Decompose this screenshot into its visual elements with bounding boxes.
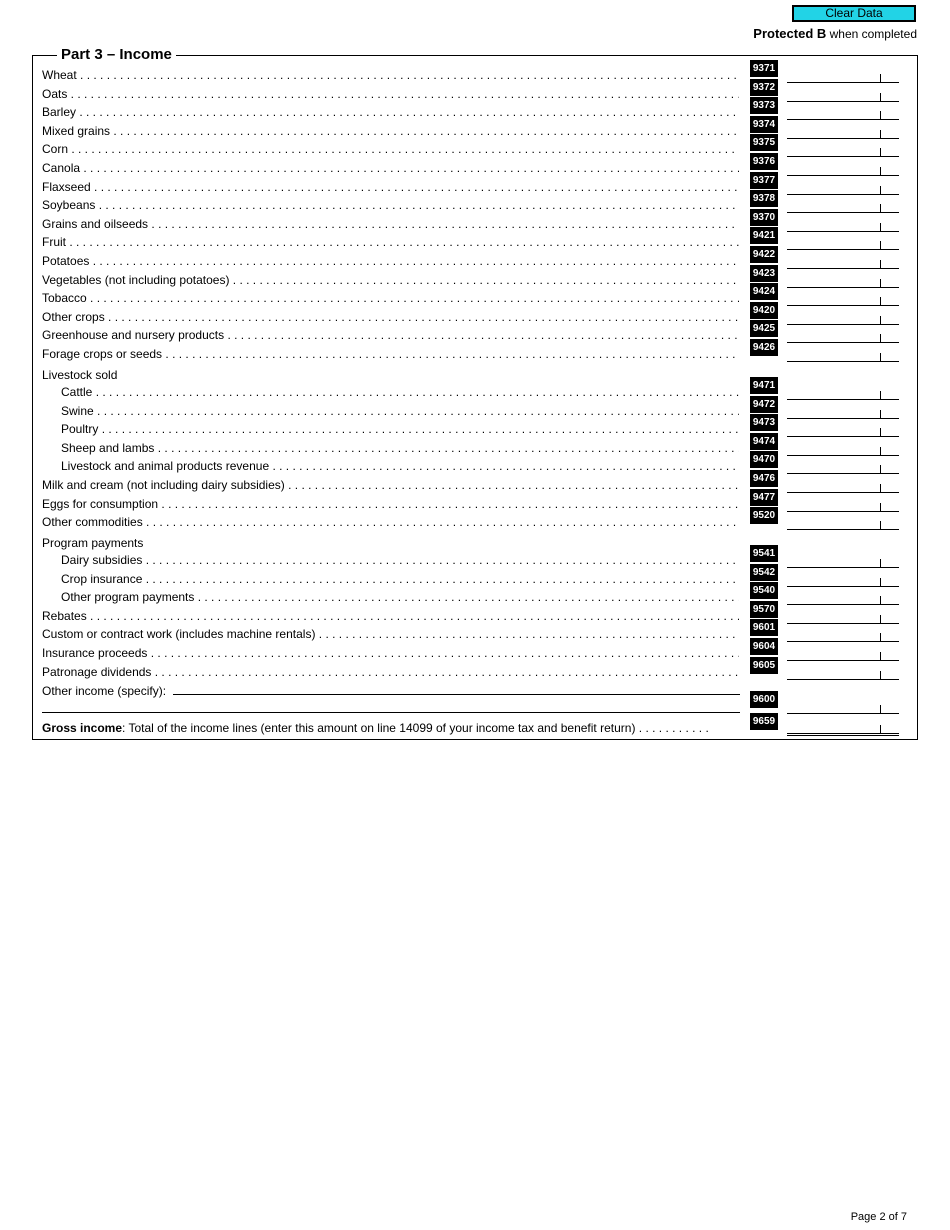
other-income-specify-line[interactable] [173, 694, 740, 695]
income-row [42, 510, 902, 531]
amount-field[interactable] [787, 345, 899, 362]
line-code: 9520 [750, 507, 778, 524]
line-code: 9376 [750, 153, 778, 170]
income-row-label: Patronage dividends . . . [42, 663, 739, 681]
income-row-label: Wheat . . . [42, 66, 739, 84]
cents-divider [880, 167, 881, 175]
income-row-label: Canola . . . [42, 159, 739, 177]
line-code: 9420 [750, 302, 778, 319]
row-gross-income [42, 716, 902, 737]
cents-divider [880, 725, 881, 733]
amount-field[interactable] [787, 271, 899, 288]
income-row-label: Insurance proceeds . . . [42, 644, 739, 662]
cents-divider [880, 148, 881, 156]
line-code: 9471 [750, 377, 778, 394]
gross-income-description: : Total of the income lines (enter this amount on line 14099 of your income tax and benefit return) [122, 721, 636, 735]
cents-divider [880, 484, 881, 492]
line-code: 9472 [750, 396, 778, 413]
amount-field[interactable] [787, 402, 899, 419]
cents-divider [880, 130, 881, 138]
amount-field[interactable] [787, 66, 899, 83]
line-code: 9423 [750, 265, 778, 282]
line-code: 9425 [750, 320, 778, 337]
income-row-label: Flaxseed . . . [42, 178, 739, 196]
leader-dots: . . . . . . . . . . . [635, 721, 709, 735]
cents-divider [880, 204, 881, 212]
line-code: 9374 [750, 116, 778, 133]
cents-divider [880, 578, 881, 586]
cents-divider [880, 391, 881, 399]
amount-field[interactable] [787, 476, 899, 493]
income-row-label: Grains and oilseeds . . . [42, 215, 739, 233]
income-row-label: Rebates . . . [42, 607, 739, 625]
part-title: Part 3 – Income [57, 46, 176, 64]
amount-field[interactable] [787, 495, 899, 512]
income-row-label: Fruit . . . [42, 233, 739, 251]
cents-divider [880, 297, 881, 305]
line-code: 9470 [750, 451, 778, 468]
amount-field[interactable] [787, 196, 899, 213]
cents-divider [880, 260, 881, 268]
income-row-label: Tobacco . . . [42, 289, 739, 307]
amount-field[interactable] [787, 383, 899, 400]
page-number: Page 2 of 7 [850, 1211, 907, 1223]
income-row-label: Sheep and lambs . . . [61, 439, 739, 457]
line-code: 9570 [750, 601, 778, 618]
cents-divider [880, 223, 881, 231]
income-row-label: Soybeans . . . [42, 196, 739, 214]
gross-income-bold: Gross income [42, 721, 123, 735]
line-code: 9476 [750, 470, 778, 487]
income-row-label: Other program payments . . . [61, 588, 739, 606]
income-row-label: Crop insurance . . . [61, 570, 739, 588]
amount-field[interactable] [787, 103, 899, 120]
livestock-heading: Livestock sold [42, 368, 118, 382]
amount-field[interactable] [787, 439, 899, 456]
income-row-label: Milk and cream (not including dairy subsidies) . . . [42, 476, 739, 494]
protected-suffix: when completed [826, 27, 917, 41]
cents-divider [880, 353, 881, 361]
amount-field[interactable] [787, 85, 899, 102]
amount-field[interactable] [787, 252, 899, 269]
income-row-label: Swine . . . [61, 402, 739, 420]
income-row-label: Poultry . . . [61, 420, 739, 438]
amount-field[interactable] [787, 625, 899, 642]
line-code: 9426 [750, 339, 778, 356]
line-code: 9473 [750, 414, 778, 431]
cents-divider [880, 186, 881, 194]
cents-divider [880, 74, 881, 82]
cents-divider [880, 633, 881, 641]
cents-divider [880, 428, 881, 436]
income-row-label: Oats . . . [42, 85, 739, 103]
amount-field[interactable] [787, 178, 899, 195]
income-row [42, 342, 902, 363]
other-income-label: Other income (specify): [42, 684, 167, 698]
amount-field[interactable] [787, 697, 899, 714]
cents-divider [880, 334, 881, 342]
line-code: 9377 [750, 172, 778, 189]
line-code: 9605 [750, 657, 778, 674]
amount-field[interactable] [787, 326, 899, 343]
line-code: 9659 [750, 713, 778, 730]
program-heading: Program payments [42, 536, 144, 550]
cents-divider [880, 316, 881, 324]
income-row [42, 659, 902, 681]
amount-field[interactable] [787, 570, 899, 587]
income-row-label: Other crops . . . [42, 308, 739, 326]
line-code: 9601 [750, 619, 778, 636]
line-code: 9372 [750, 79, 778, 96]
amount-field[interactable] [787, 607, 899, 624]
income-row-label: Potatoes . . . [42, 252, 739, 270]
protected-notice [753, 26, 917, 41]
amount-field[interactable] [787, 663, 899, 680]
cents-divider [880, 652, 881, 660]
amount-field[interactable] [787, 159, 899, 176]
income-row-label: Mixed grains . . . [42, 122, 739, 140]
amount-field[interactable] [787, 644, 899, 661]
line-code: 9422 [750, 246, 778, 263]
protected-level: Protected B [753, 26, 827, 41]
cents-divider [880, 671, 881, 679]
income-row-label: Cattle . . . [61, 383, 739, 401]
amount-field[interactable] [787, 588, 899, 605]
line-code: 9375 [750, 134, 778, 151]
line-code: 9541 [750, 545, 778, 562]
income-row-label: Corn . . . [42, 140, 739, 158]
amount-field[interactable] [787, 513, 899, 530]
amount-field[interactable] [787, 308, 899, 325]
cents-divider [880, 705, 881, 713]
cents-divider [880, 615, 881, 623]
cents-divider [880, 241, 881, 249]
line-code: 9604 [750, 638, 778, 655]
cents-divider [880, 279, 881, 287]
cents-divider [880, 503, 881, 511]
line-code: 9424 [750, 283, 778, 300]
amount-field[interactable] [787, 551, 899, 568]
income-row-label: Livestock and animal products revenue . . . [61, 457, 739, 475]
income-row-label: Vegetables (not including potatoes) . . . [42, 271, 739, 289]
line-code: 9378 [750, 190, 778, 207]
income-row-label: Other commodities . . . [42, 513, 739, 531]
gross-income-amount-field[interactable] [787, 719, 899, 736]
amount-field[interactable] [787, 457, 899, 474]
line-code: 9540 [750, 582, 778, 599]
clear-data-button[interactable]: Clear Data [792, 5, 916, 22]
cents-divider [880, 559, 881, 567]
cents-divider [880, 410, 881, 418]
income-row-label: Eggs for consumption . . . [42, 495, 739, 513]
line-code: 9542 [750, 564, 778, 581]
line-code: 9370 [750, 209, 778, 226]
cents-divider [880, 596, 881, 604]
income-row-label: Barley . . . [42, 103, 739, 121]
amount-field[interactable] [787, 420, 899, 437]
income-row-label: Custom or contract work (includes machine rentals) . . . [42, 625, 739, 643]
line-code: 9600 [750, 691, 778, 708]
line-code: 9421 [750, 227, 778, 244]
cents-divider [880, 521, 881, 529]
amount-field[interactable] [787, 140, 899, 157]
income-row-label: Forage crops or seeds . . . [42, 345, 739, 363]
cents-divider [880, 447, 881, 455]
cents-divider [880, 111, 881, 119]
line-code: 9373 [750, 97, 778, 114]
amount-field[interactable] [787, 122, 899, 139]
line-code: 9477 [750, 489, 778, 506]
amount-field[interactable] [787, 289, 899, 306]
amount-field[interactable] [787, 233, 899, 250]
income-row-label: Dairy subsidies . . . [61, 551, 739, 569]
line-code: 9371 [750, 60, 778, 77]
line-code: 9474 [750, 433, 778, 450]
amount-field[interactable] [787, 215, 899, 232]
cents-divider [880, 93, 881, 101]
cents-divider [880, 465, 881, 473]
income-row-label: Greenhouse and nursery products . . . [42, 326, 739, 344]
